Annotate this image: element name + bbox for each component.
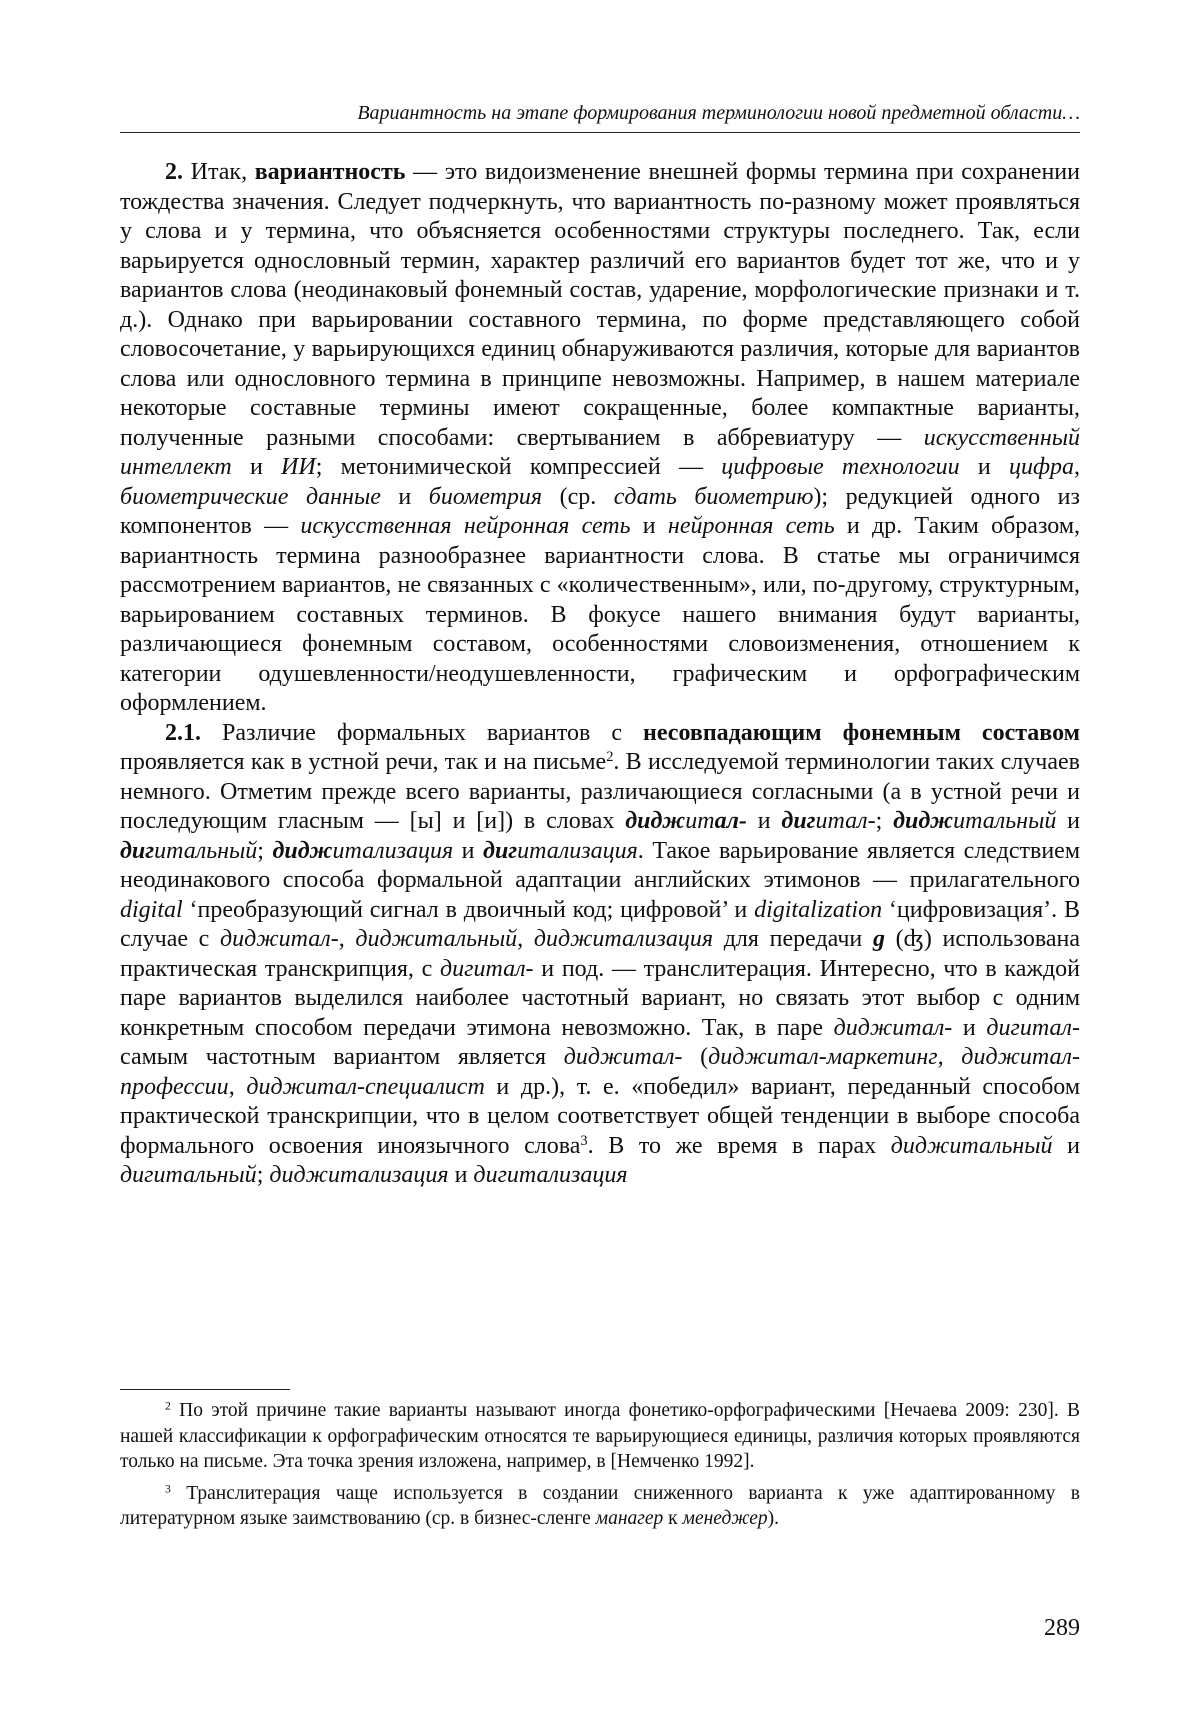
term-example: цифра (1008, 454, 1074, 480)
term-example: диджитал- (625, 808, 747, 834)
term-example: нейронная сеть (667, 513, 835, 539)
english-etymon: digitalization (754, 896, 883, 923)
journal-page (120, 0, 1080, 1710)
term-example: дигитал- (986, 1014, 1080, 1041)
header-rule (120, 132, 1080, 133)
term-example: диджитал- (833, 1014, 953, 1041)
section-number-2-1: 2.1. (165, 719, 201, 746)
term-example: биометрия (428, 483, 543, 510)
term-example: дигитализация (483, 837, 638, 864)
paragraph-2: 2.1. Различие формальных вариантов с несовпадающим фонемным составом проявляется как в устной речи, так и на письме$^2$. В исследуемой терминологии таких случаев немного. Отметим прежде всего варианты, различающиеся согласными (а в устной речи и последующим гласным — [ы] и [и]) в словах диджитал- и дигитал-; диджитальный и дигитальный; диджитализация и дигитализация. Такое варьирование является следствием неодинакового способа формальной адаптации английских этимонов — прилагательного digital ‘преобразующий сигнал в двоичный код; цифровой’ и digitalization ‘цифровизация’. В случае с диджитал-, диджитальный, диджитализация для передачи g (ʤ) использована практическая транскрипция, с дигитал- и под. — транслитерация. Интересно, что в каждой паре вариантов выделился наиболее частотный вариант, но связать этот выбор с одним конкретным способом передачи этимона невозможно. Так, в паре диджитал- и дигитал- самым частотным вариантом является диджитал- (диджитал-маркетинг, диджитал-профессии, диджитал-специалист и др.), т. е. «победил» вариант, переданный способом практической транскрипции, что в целом соответствует общей тенденции в выборе способа формального освоения иноязычного слова$^3$. В то же время в парах диджитальный и дигитальный; диджитализация и дигитализация (120, 719, 1081, 1188)
paragraph-1: 2. Итак, вариантность — это видоизменение внешней формы термина при сохранении тождества значения. Следует подчеркнуть, что вариантность по-разному может проявляться у слова и у термина, что объясняется особенностями структуры последнего. Так, если варьируется однословный термин, характер различий его вариантов будет тот же, что и у вариантов слова (неодинаковый фонемный состав, ударение, морфологические признаки и т. д.). Однако при варьировании составного термина, по форме представляющего собой словосочетание, у варьирующихся единиц обнаруживаются различия, которые для вариантов слова или однословного термина в принципе невозможны. Например, в нашем материале некоторые составные термины имеют сокращенные, более компактные варианты, полученные разными способами: свертыванием в аббревиатуру — искусственный интеллект и ИИ; метонимической компрессией — цифровые технологии и цифра, биометрические данные и биометрия (ср. сдать биометрию); редукцией одного из компонентов — искусственная нейронная сеть и нейронная сеть и др. Таким образом, вариантность термина разнообразнее вариантности слова. В статье мы ограничимся рассмотрением вариантов, не связанных с «количественным», или, по-другому, структурным, варьированием составных терминов. В фокусе нашего внимания будут варианты, различающиеся фонемным составом, особенностями словоизменения, отношением к категории одушевленности/неодушевленности, графическим и орфографическим оформлением. (120, 159, 1081, 716)
term-example: сдать биометрию (613, 483, 814, 510)
term-example: искусственный интеллект (120, 424, 1080, 480)
footnote-2: $^2$ По этой причине такие варианты называют иногда фонетико-орфографическими [Нечаева 2009: 230]. В нашей классификации к орфографическим относятся те варьирующиеся единицы, различия которых проявляются только на письме. Эта точка зрения изложена, например, в [Немченко 1992]. (120, 1399, 1080, 1472)
term-example: биометрические данные (120, 483, 381, 510)
term-example: дигитальный (120, 837, 258, 864)
footnote-3: $^3$ Транслитерация чаще используется в создании сниженного варианта к уже адаптированному в литературном языке заимствованию (ср. в бизнес-сленге манагер к менеджер). (120, 1482, 1080, 1529)
page-number: 289 (1044, 1615, 1080, 1641)
term-example: дигитальный (120, 1162, 257, 1188)
term-example: цифровые технологии (721, 454, 960, 480)
term-example: диджитал- (563, 1044, 683, 1070)
footnote-ref-3[interactable]: 3 (580, 1132, 588, 1149)
footnote-mark: 2 (165, 1399, 171, 1413)
term-example: менеджер (682, 1508, 768, 1529)
letter-g: g (872, 926, 885, 952)
bold-term: вариантность (254, 159, 406, 185)
term-example: диджитал-маркетинг, диджитал-профессии (120, 1044, 1080, 1100)
running-head: Вариантность на этапе формирования терминологии новой предметной области… (357, 102, 1080, 124)
term-example: дигитал- (781, 808, 876, 834)
term-example: диджитализация (272, 837, 454, 864)
footnote-ref-2[interactable]: 2 (606, 749, 614, 766)
footnote-mark: 3 (165, 1482, 171, 1496)
term-example: дигитал- (439, 955, 534, 982)
english-etymon: digital (120, 896, 183, 923)
body-text (120, 158, 1080, 1191)
term-example: искусственная нейронная сеть (300, 513, 631, 539)
term-example: диджитальный (893, 808, 1057, 834)
term-example: ИИ (281, 454, 316, 480)
term-example: манагер (595, 1508, 664, 1529)
footnotes (120, 1398, 1080, 1538)
footnote-separator (120, 1389, 290, 1390)
term-example: дигитализация (473, 1162, 628, 1188)
term-example: диджитализация (269, 1162, 449, 1188)
section-number-2: 2. (165, 159, 183, 185)
term-example: диджитал-специалист (246, 1073, 485, 1100)
bold-term: несовпадающим фонемным составом (643, 719, 1080, 746)
term-example: диджитал-, диджитальный, диджитализация (220, 926, 714, 952)
term-example: диджитальный (890, 1132, 1053, 1159)
